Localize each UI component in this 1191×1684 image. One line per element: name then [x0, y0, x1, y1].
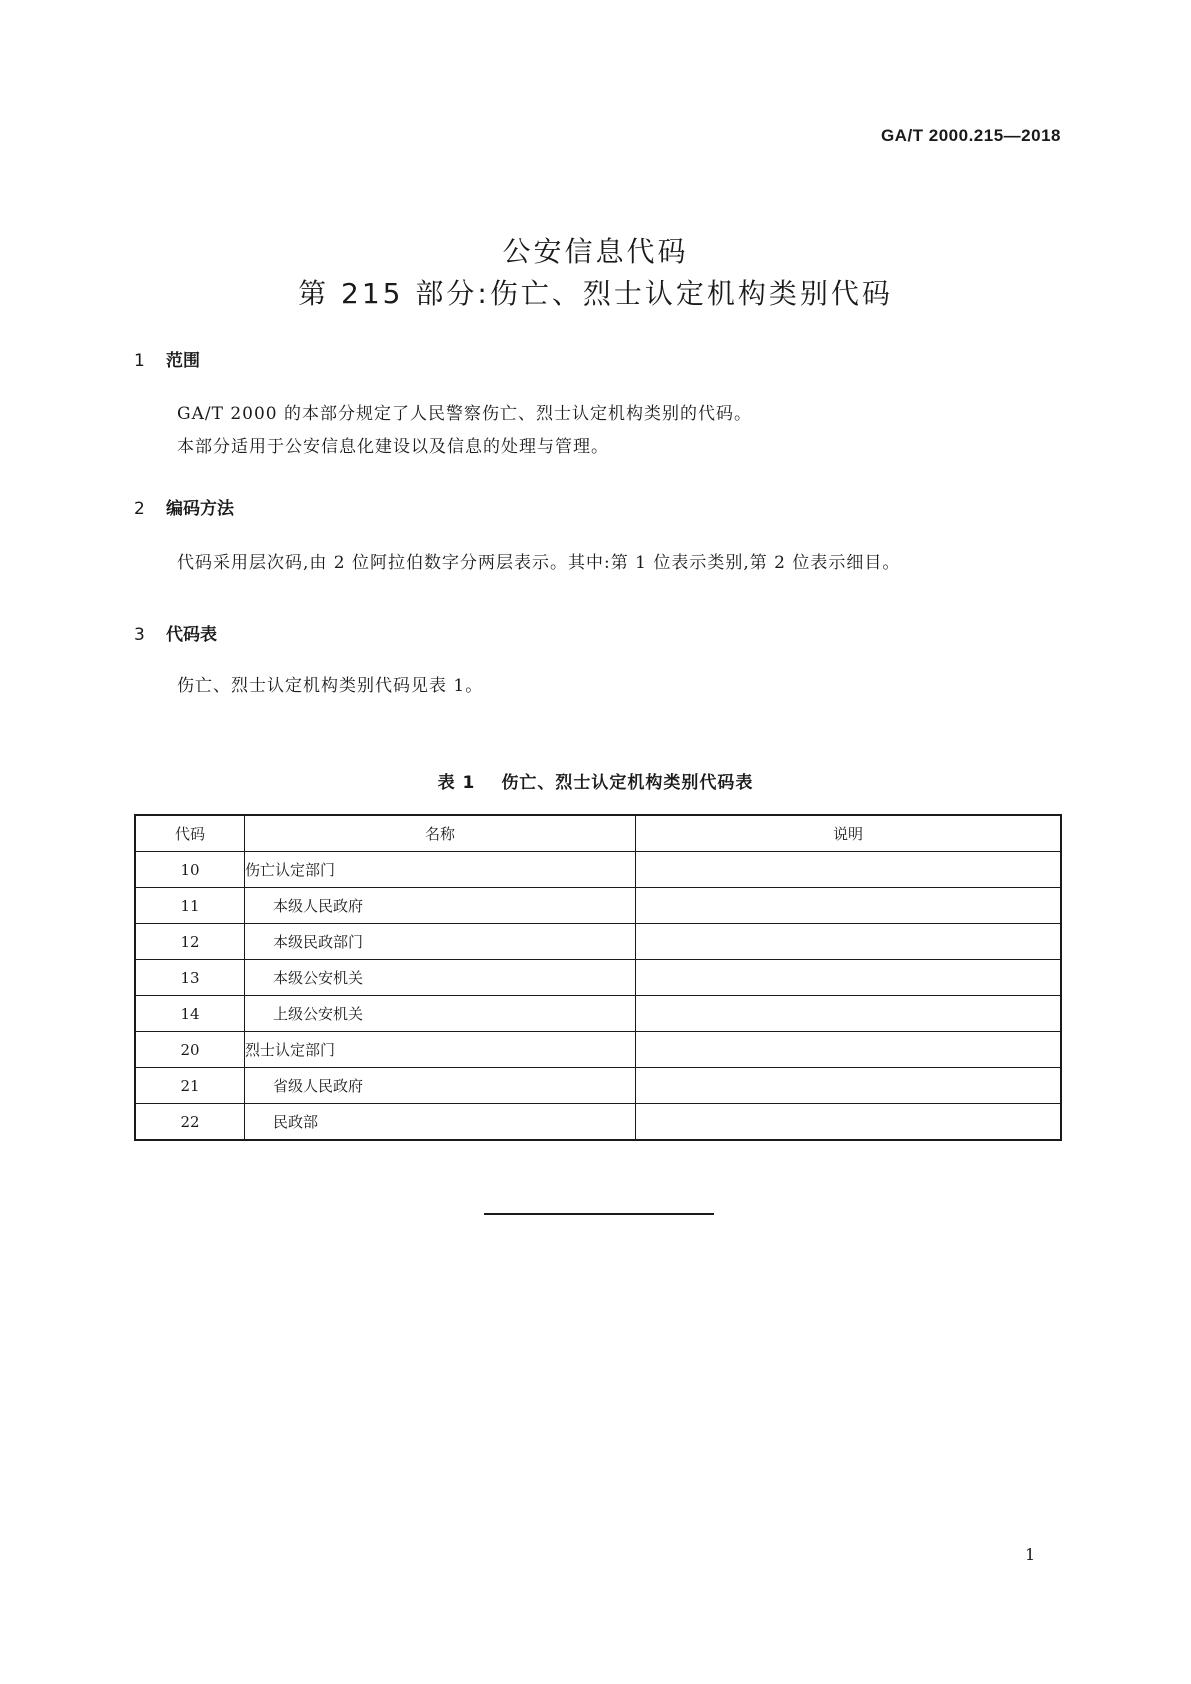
table-caption: [0, 768, 1191, 793]
section-title: 代码表: [166, 625, 217, 645]
header-name: 名称: [245, 815, 636, 852]
name-cell: 本级公安机关: [245, 960, 636, 996]
name-cell: 省级人民政府: [245, 1068, 636, 1104]
paragraph: 代码采用层次码,由 2 位阿拉伯数字分两层表示。其中:第 1 位表示类别,第 2 位表示细目。: [177, 553, 901, 573]
table-row: [135, 888, 1061, 924]
note-cell: [636, 1032, 1062, 1068]
note-cell: [636, 960, 1062, 996]
code-cell: 10: [135, 852, 245, 888]
document-subtitle: 第 215 部分:伤亡、烈士认定机构类别代码: [298, 277, 893, 310]
code-cell: 12: [135, 924, 245, 960]
name-cell: 本级民政部门: [245, 924, 636, 960]
section-heading-encoding: [134, 494, 234, 519]
code-cell: 20: [135, 1032, 245, 1068]
paragraph: GA/T 2000 的本部分规定了人民警察伤亡、烈士认定机构类别的代码。: [177, 404, 752, 424]
code-cell: 11: [135, 888, 245, 924]
name-cell: 本级人民政府: [245, 888, 636, 924]
table-row: [135, 1104, 1061, 1141]
standard-number: GA/T 2000.215—2018: [880, 126, 1061, 145]
paragraph: 伤亡、烈士认定机构类别代码见表 1。: [177, 676, 484, 696]
section-heading-scope: [134, 346, 200, 371]
section-title: 范围: [166, 351, 200, 371]
section-body-encoding: [177, 547, 900, 580]
document-title: 公安信息代码: [502, 235, 689, 268]
section-title: 编码方法: [166, 499, 234, 519]
table-header-row: [135, 815, 1061, 852]
note-cell: [636, 1068, 1062, 1104]
table-row: [135, 1032, 1061, 1068]
table-caption-label: 表 1: [437, 773, 476, 793]
note-cell: [636, 888, 1062, 924]
note-cell: [636, 996, 1062, 1032]
code-cell: 21: [135, 1068, 245, 1104]
table-row: [135, 924, 1061, 960]
name-cell: 伤亡认定部门: [245, 852, 636, 888]
note-cell: [636, 852, 1062, 888]
section-body-code-table: [177, 670, 483, 703]
table-caption-text: 伤亡、烈士认定机构类别代码表: [501, 773, 754, 793]
page-number: 1: [1025, 1545, 1036, 1564]
header-note: 说明: [636, 815, 1062, 852]
name-cell: 烈士认定部门: [245, 1032, 636, 1068]
paragraph: 本部分适用于公安信息化建设以及信息的处理与管理。: [177, 437, 609, 457]
table-row: [135, 960, 1061, 996]
name-cell: 上级公安机关: [245, 996, 636, 1032]
end-rule: [484, 1213, 714, 1215]
name-cell: 民政部: [245, 1104, 636, 1141]
header-code: 代码: [135, 815, 245, 852]
section-heading-code-table: [134, 620, 217, 645]
section-number: 2: [134, 499, 145, 519]
section-body-scope: [177, 398, 752, 464]
code-cell: 13: [135, 960, 245, 996]
section-number: 1: [134, 351, 145, 371]
code-table: [134, 814, 1062, 1141]
note-cell: [636, 1104, 1062, 1141]
code-cell: 22: [135, 1104, 245, 1141]
table-row: [135, 852, 1061, 888]
note-cell: [636, 924, 1062, 960]
code-cell: 14: [135, 996, 245, 1032]
table-row: [135, 1068, 1061, 1104]
table-row: [135, 996, 1061, 1032]
section-number: 3: [134, 625, 145, 645]
